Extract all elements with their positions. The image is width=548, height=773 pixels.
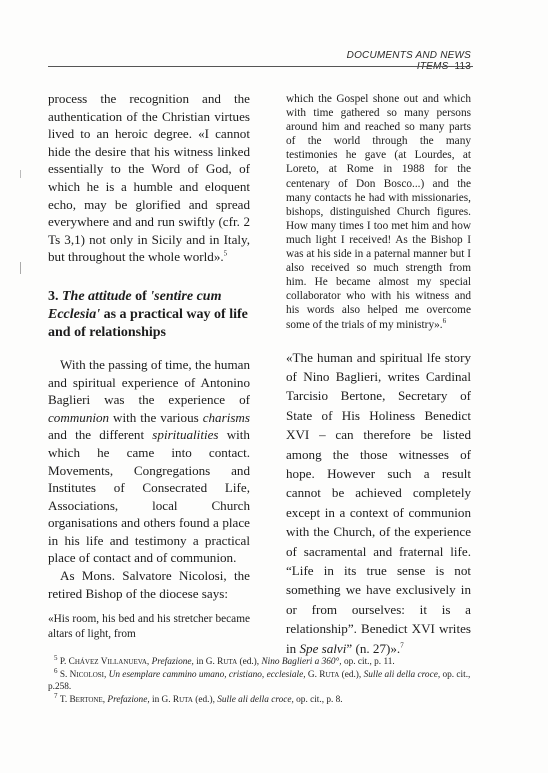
footnote-text: in G. <box>196 657 215 667</box>
footnote-editor: Ruta <box>217 657 238 667</box>
footnote-text: G. <box>307 669 317 680</box>
footnote-text: (ed.), <box>195 694 215 705</box>
paragraph-text: process the recognition and the authentication of the Christian virtues lived to an heroic degree. «I cannot hide the desire that his witness linked essentially to the Word of God, of which he is a humble and eloquent echo, may be glorified and spread everywhere and and run swiftly (cfr. 2 Ts 3,1) not only in Sicily and in Italy, but throughout the whole world». <box>48 91 250 265</box>
footnote-number: 6 <box>54 666 58 675</box>
paragraph-continuation <box>48 90 250 266</box>
footnote-text: in G. <box>151 694 171 705</box>
section-heading <box>48 288 250 342</box>
footnote-author: P. Chávez Villanueva, <box>59 657 150 667</box>
footnote-number: 5 <box>54 653 58 662</box>
paragraph: As Mons. Salvatore Nicolosi, the retired Bishop of the diocese says: <box>48 568 250 601</box>
footnote-ref: 7 <box>400 641 404 650</box>
heading-part: of <box>135 288 147 304</box>
section-title: DOCUMENTS AND NEWS <box>346 50 471 61</box>
footnote-text: op. cit., p. 8. <box>296 694 343 705</box>
text: With the passing of time, the human and spiritual experience of Antonino Baglieri was the experience of <box>48 356 250 408</box>
left-column <box>48 90 250 641</box>
block-quote-continuation <box>286 92 471 332</box>
heading-part: 'sentire cum Ecclesia' <box>48 288 222 322</box>
footnote <box>48 691 476 707</box>
text: ” (n. 27)». <box>346 640 401 656</box>
footnote-author: S. Nicolosi, <box>59 669 107 680</box>
footnote <box>48 666 476 694</box>
text: with which he came into contact. Movements, Congregations and Institutes of Consecrated Life, Associations, local Church organisations and others found a place in his life and testimony a practical place of contact and of communion. <box>48 427 250 566</box>
footnote-text: op. cit., p.258. <box>48 669 471 693</box>
footnote-editor: Ruta <box>172 694 193 705</box>
footnote-text: (ed.), <box>239 657 260 667</box>
footnote-editor: Ruta <box>319 669 340 680</box>
paragraph <box>48 356 250 567</box>
footnote-title: Un esemplare cammino umano, cristiano, ecclesiale, <box>108 669 306 680</box>
footnote-work: Sulle ali della croce, <box>363 669 441 680</box>
footnote-title: Prefazione, <box>151 657 194 667</box>
right-column <box>286 92 471 658</box>
footnote-number: 7 <box>54 691 58 700</box>
text: «The human and spiritual lfe story of Nino Baglieri, writes Cardinal Tarcisio Bertone, Secretary of State of His Holiness Benedict XVI – can therefore be listed among the those witnesses of hope. However such a result cannot be achieved completely except in a context of communion with the Church, of the experience of sacramental and fraternal life. “Life in its true sense is not something we have exclusively in or from ourselves: it is a relationship”. Benedict XVI writes in <box>286 349 471 656</box>
footnote-ref: 5 <box>223 249 228 258</box>
block-quote: «His room, his bed and his stretcher became altars of light, from <box>48 613 250 640</box>
footnote-text: (ed.), <box>341 669 362 680</box>
text: with the various <box>113 409 199 425</box>
text: and the different <box>48 427 145 443</box>
footnote-author: T. Bertone, <box>59 694 106 705</box>
emphasis: charisms <box>202 409 250 425</box>
scan-mark <box>20 170 21 178</box>
footnote-title: Prefazione, <box>107 694 150 705</box>
header-rule <box>48 66 473 67</box>
footnote-ref: 6 <box>442 316 447 325</box>
paragraph <box>286 348 471 659</box>
quote-text: which the Gospel shone out and which with time gathered so many persons around him and reached so many parts of the world through the many testimonies he gave (at Lourdes, at Loreto, at Rome in 1988 for the centenary of Don Bosco...) and the many contacts he had with missionaries, bishops, distinguished Church figures. How many times I too met him and how much light I received! As the Bishop I was at his side in a paternal manner but I also received so much strength from him. He became almost my special collaborator who with his witness and his words also helped me overcome some of the trials of my ministry». <box>286 93 471 331</box>
heading-number: 3. <box>48 288 59 304</box>
emphasis: Spe salvi <box>299 640 347 656</box>
footnote <box>48 653 476 669</box>
footnote-text: op. cit., p. 11. <box>343 657 395 667</box>
footnotes <box>48 653 476 706</box>
scan-mark <box>20 262 21 274</box>
emphasis: communion <box>48 409 110 425</box>
heading-part: The attitude <box>62 288 132 304</box>
footnote-work: Sulle ali della croce, <box>217 694 294 705</box>
running-header <box>300 50 471 72</box>
emphasis: spiritualities <box>152 427 219 443</box>
heading-part: as a practical way of life and of relationships <box>48 306 248 340</box>
footnote-work: Nino Baglieri a 360°, <box>261 657 342 667</box>
